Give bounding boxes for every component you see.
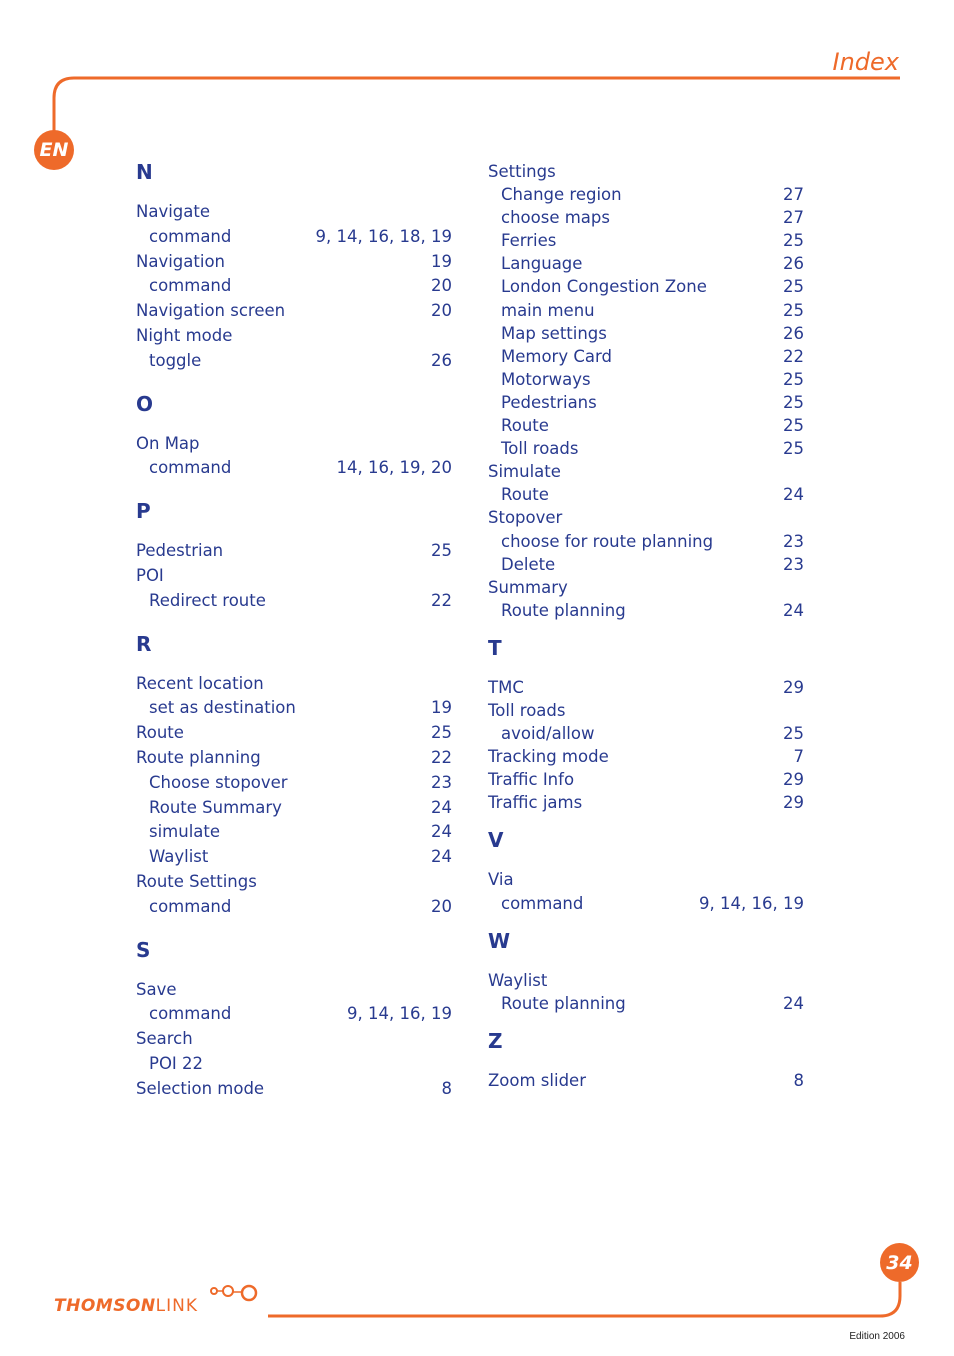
entry-pages: 20 [431,301,452,321]
entry-term: Night mode [136,325,233,345]
index-entry [488,768,804,791]
index-subentry [136,349,452,374]
index-entry [136,721,452,746]
entry-term: Map settings [501,323,607,343]
entry-term: Traffic Info [488,770,575,790]
entry-pages: 25 [783,392,804,412]
section-letter: Z [488,1028,503,1053]
entry-term: Pedestrian [136,541,224,561]
index-subentry [488,391,804,414]
entry-term: command [501,893,584,913]
index-entry [488,576,804,599]
entry-pages: 29 [783,677,804,697]
entry-pages: 20 [431,896,452,916]
entry-pages: 25 [783,724,804,744]
index-subentry [488,553,804,576]
section-letter: N [136,160,153,184]
section-letter: V [488,828,504,853]
section-letter: R [136,631,152,656]
entry-term: Summary [488,577,568,597]
index-subentry [136,1002,452,1027]
entry-term: Memory Card [501,346,612,366]
entry-term: Route [501,416,549,436]
entry-pages: 25 [783,369,804,389]
entry-term: Route planning [501,993,626,1013]
index-subentry [136,895,452,920]
index-entry [136,539,452,564]
entry-pages: 23 [783,554,804,574]
entry-pages: 20 [431,276,452,296]
entry-pages: 25 [431,723,452,743]
entry-pages: 25 [431,541,452,561]
entry-term: Pedestrians [501,392,597,412]
entry-pages: 9, 14, 16, 19 [699,893,804,913]
entry-term: Choose stopover [149,772,288,792]
brand-secondary: LINK [155,1296,198,1316]
entry-term: choose maps [501,208,610,228]
entry-pages: 27 [783,185,804,205]
entry-pages: 22 [431,747,452,767]
page-number-badge: 34 [880,1243,919,1282]
entry-term: POI 22 [149,1053,204,1073]
entry-term: command [149,896,232,916]
entry-pages: 19 [431,698,452,718]
entry-term: Route [136,723,184,743]
entry-pages: 8 [441,1078,452,1098]
index-subentry [488,206,804,229]
index-entry [136,250,452,275]
entry-term: simulate [149,822,221,842]
index-entry [488,1069,804,1092]
index-subentry [488,437,804,460]
index-entry [488,791,804,814]
index-entry [136,1077,452,1102]
entry-term: Toll roads [501,439,579,459]
entry-term: Motorways [501,369,591,389]
entry-term: command [149,1004,232,1024]
entry-pages: 26 [783,323,804,343]
index-subentry [488,483,804,506]
entry-term: Tracking mode [488,747,609,767]
index-entry [136,1027,452,1052]
index-subentry [136,845,452,870]
entry-term: Recent location [136,673,264,693]
entry-pages: 24 [431,847,452,867]
entry-term: Route Settings [136,871,257,891]
entry-term: Ferries [501,231,557,251]
entry-term: London Congestion Zone [501,277,707,297]
index-entry [488,699,804,722]
entry-term: command [149,226,232,246]
index-subentry [488,414,804,437]
entry-pages: 25 [783,416,804,436]
entry-term: command [149,276,232,296]
index-subentry [488,229,804,252]
entry-pages: 19 [431,251,452,271]
entry-term: set as destination [149,698,296,718]
index-entry [136,978,452,1003]
index-entry [136,432,452,457]
entry-term: Search [136,1029,193,1049]
index-subentry [488,275,804,298]
entry-term: Delete [501,554,556,574]
entry-term: TMC [488,677,524,697]
section-letter: P [136,499,151,524]
entry-pages: 24 [431,822,452,842]
entry-pages: 22 [783,346,804,366]
entry-pages: 7 [793,747,804,767]
entry-term: Route planning [501,600,626,620]
entry-pages: 9, 14, 16, 19 [347,1004,452,1024]
index-subentry [136,1052,452,1077]
entry-pages: 26 [783,254,804,274]
entry-term: Toll roads [488,700,566,720]
entry-term: Via [488,870,514,890]
index-column-right [488,160,804,1092]
index-subentry [488,183,804,206]
index-entry [488,868,804,891]
entry-term: Stopover [488,508,563,528]
index-entry [136,324,452,349]
entry-term: Settings [488,162,556,181]
language-badge: EN [34,130,74,170]
index-entry [136,564,452,589]
entry-pages: 8 [793,1070,804,1090]
index-subentry [136,589,452,614]
entry-term: Route planning [136,747,261,767]
entry-term: avoid/allow [501,724,595,744]
entry-term: Redirect route [149,590,266,610]
entry-term: Navigate [136,202,211,221]
page-title: Index [832,48,899,76]
entry-pages: 24 [783,600,804,620]
entry-term: Traffic jams [488,793,583,813]
index-entry [136,200,452,225]
entry-term: Waylist [488,970,548,990]
entry-term: Selection mode [136,1078,265,1098]
index-entry [488,460,804,483]
entry-term: Waylist [149,847,209,867]
index-subentry [136,796,452,821]
entry-term: Change region [501,185,622,205]
entry-pages: 22 [431,590,452,610]
index-entry [136,672,452,697]
entry-term: Navigation screen [136,301,286,321]
brand-name [54,1296,198,1316]
entry-pages: 25 [783,300,804,320]
entry-term: Navigation [136,251,225,271]
index-subentry [488,252,804,275]
index-subentry [488,892,804,915]
entry-term: main menu [501,300,595,320]
index-subentry [136,820,452,845]
entry-pages: 24 [431,797,452,817]
edition-label: Edition 2006 [849,1331,905,1342]
index-subentry [136,456,452,481]
entry-pages: 9, 14, 16, 18, 19 [315,226,452,246]
index-entry [136,299,452,324]
entry-term: Language [501,254,583,274]
index-entry [488,676,804,699]
entry-term: Route Summary [149,797,282,817]
entry-term: POI [136,565,164,585]
entry-pages: 24 [783,485,804,505]
section-letter: W [488,928,511,953]
entry-term: toggle [149,350,202,370]
entry-term: Route [501,485,549,505]
entry-term: On Map [136,433,200,453]
index-entry [136,870,452,895]
section-letter: S [136,937,151,962]
index-subentry [488,530,804,553]
section-letter: O [136,391,154,416]
index-entry [136,746,452,771]
entry-pages: 25 [783,439,804,459]
entry-pages: 25 [783,231,804,251]
entry-pages: 25 [783,277,804,297]
entry-term: Zoom slider [488,1070,586,1090]
entry-pages: 29 [783,793,804,813]
index-entry [488,160,804,183]
entry-pages: 23 [431,772,452,792]
index-subentry [488,368,804,391]
index-subentry [488,345,804,368]
entry-pages: 26 [431,350,452,370]
entry-pages: 27 [783,208,804,228]
index-subentry [488,992,804,1015]
entry-term: command [149,458,232,478]
index-subentry [136,274,452,299]
index-subentry [136,225,452,250]
index-subentry [136,771,452,796]
entry-term: Save [136,979,177,999]
index-subentry [136,696,452,721]
index-entry [488,745,804,768]
index-subentry [488,599,804,622]
index-subentry [488,299,804,322]
index-entry [488,969,804,992]
index-subentry [488,722,804,745]
index-subentry [488,322,804,345]
entry-pages: 29 [783,770,804,790]
brand-primary: THOMSON [54,1296,156,1316]
section-letter: T [488,635,502,660]
entry-pages: 14, 16, 19, 20 [336,458,452,478]
entry-pages: 24 [783,993,804,1013]
entry-term: Simulate [488,462,561,482]
entry-pages: 23 [783,531,804,551]
index-entry [488,506,804,529]
entry-term: choose for route planning [501,531,714,551]
index-column-left [136,160,452,1102]
